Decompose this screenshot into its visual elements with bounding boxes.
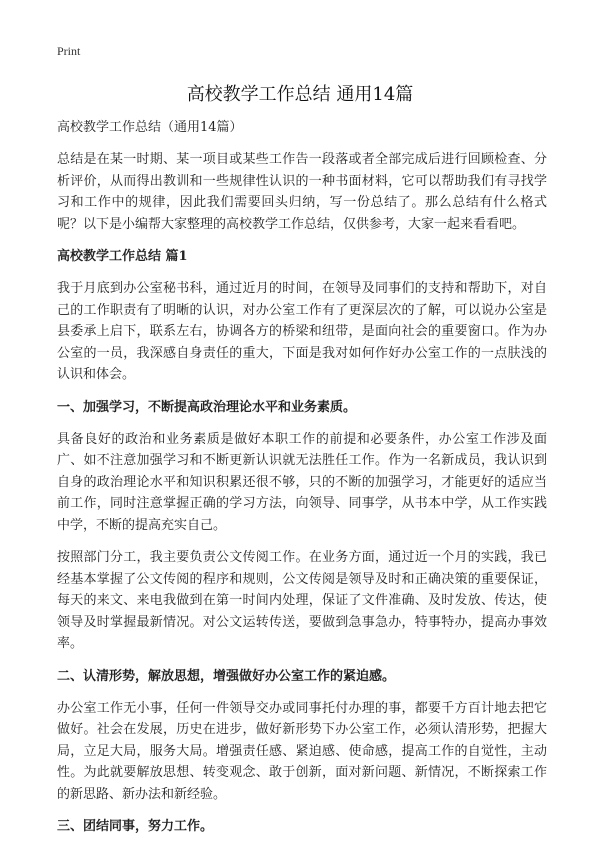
body-paragraph: 按照部门分工，我主要负责公文传阅工作。在业务方面，通过近一个月的实践，我已经基本掌握了公文传阅的程序和规则，公文传阅是领导及时和正确决策的重要保证，每天的来文、来电我做到在第一时间内处理，保证了文件准确、及时发放、传达，使领导及时掌握最新情况。对公文运转传送，要做到急事急办，特事特办，提高办事效率。	[57, 550, 547, 651]
section-heading: 二、认清形势，解放思想，增强做好办公室工作的紧迫感。	[57, 668, 396, 684]
section-heading: 一、加强学习，不断提高政治理论水平和业务素质。	[57, 399, 357, 415]
section-heading: 三、团结同事，努力工作。	[57, 819, 214, 834]
document-subtitle: 高校教学工作总结（通用14篇）	[57, 120, 243, 135]
document-body	[57, 118, 547, 848]
body-paragraph: 总结是在某一时期、某一项目或某些工作告一段落或者全部完成后进行回顾检查、分析评价，从而得出教训和一些规律性认识的一种书面材料，它可以帮助我们有寻找学习和工作中的规律，因此我们需要回头归纳，写一份总结了。那么总结有什么格式呢？以下是小编帮大家整理的高校教学工作总结，仅供参考，大家一起来看看吧。	[57, 152, 547, 232]
print-label: Print	[57, 44, 81, 58]
section-heading: 高校教学工作总结 篇1	[57, 249, 188, 264]
body-paragraph: 具备良好的政治和业务素质是做好本职工作的前提和必要条件，办公室工作涉及面广、如不注意加强学习和不断更新认识就无法胜任工作。作为一名新成员，我认识到自身的政治理论水平和知识积累还很不够，只的不断的加强学习，才能更好的适应当前工作，同时注意掌握正确的学习方法，向领导、同事学，从书本中学，从工作实践中学，不断的提高充实自己。	[57, 431, 547, 533]
document-title: 高校教学工作总结 通用14篇	[186, 84, 414, 105]
body-paragraph: 办公室工作无小事，任何一件领导交办或同事托付办理的事，都要千方百计地去把它做好。社会在发展，历史在进步，做好新形势下办公室工作，必须认清形势，把握大局，立足大局，服务大局。增强责任感、紧迫感、使命感，提高工作的自觉性，主动性。为此就要解放思想、转变观念、敢于创新，面对新问题、新情况，不断探索工作的新思路、新办法和新经验。	[57, 700, 547, 802]
body-paragraph: 我于月底到办公室秘书科，通过近月的时间，在领导及同事们的支持和帮助下，对自己的工作职责有了明晰的认识，对办公室工作有了更深层次的了解，可以说办公室是县委承上启下，联系左右，协调各方的桥梁和纽带，是面向社会的重要窗口。作为办公室的一员，我深感自身责任的重大，下面是我对如何作好办公室工作的一点肤浅的认识和体会。	[57, 281, 547, 382]
